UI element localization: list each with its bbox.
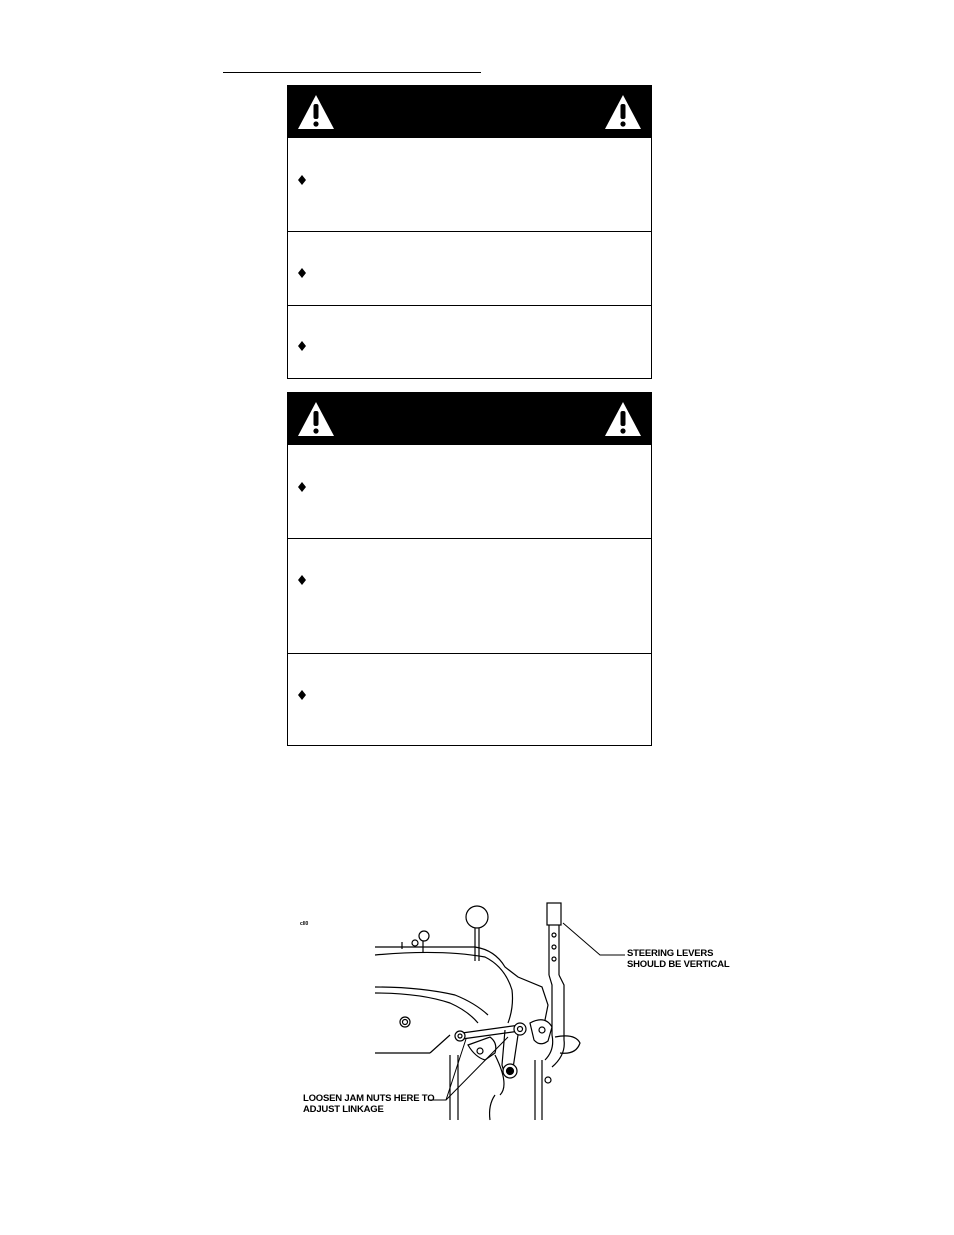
warning-item [288,445,651,538]
warning-item [288,653,651,745]
warning-item [288,538,651,653]
warning-triangle-icon [297,401,335,437]
steering-linkage-figure [290,895,740,1130]
warning-header [288,86,651,138]
diamond-bullet-icon [298,575,306,583]
warning-triangle-icon [604,94,642,130]
warning-box-2 [287,392,652,746]
steering-levers-callout: STEERING LEVERS SHOULD BE VERTICAL [627,948,730,970]
diamond-bullet-icon [298,341,306,349]
warning-triangle-icon [297,94,335,130]
section-heading-underline [223,72,481,73]
jam-nuts-callout: LOOSEN JAM NUTS HERE TO ADJUST LINKAGE [303,1093,435,1115]
warning-box-1 [287,85,652,379]
diamond-bullet-icon [298,175,306,183]
diamond-bullet-icon [298,268,306,276]
diamond-bullet-icon [298,482,306,490]
figure-id-label: cll0 [300,921,309,927]
warning-item [288,138,651,231]
warning-item [288,305,651,377]
diamond-bullet-icon [298,690,306,698]
warning-item [288,231,651,305]
warning-triangle-icon [604,401,642,437]
warning-header [288,393,651,445]
